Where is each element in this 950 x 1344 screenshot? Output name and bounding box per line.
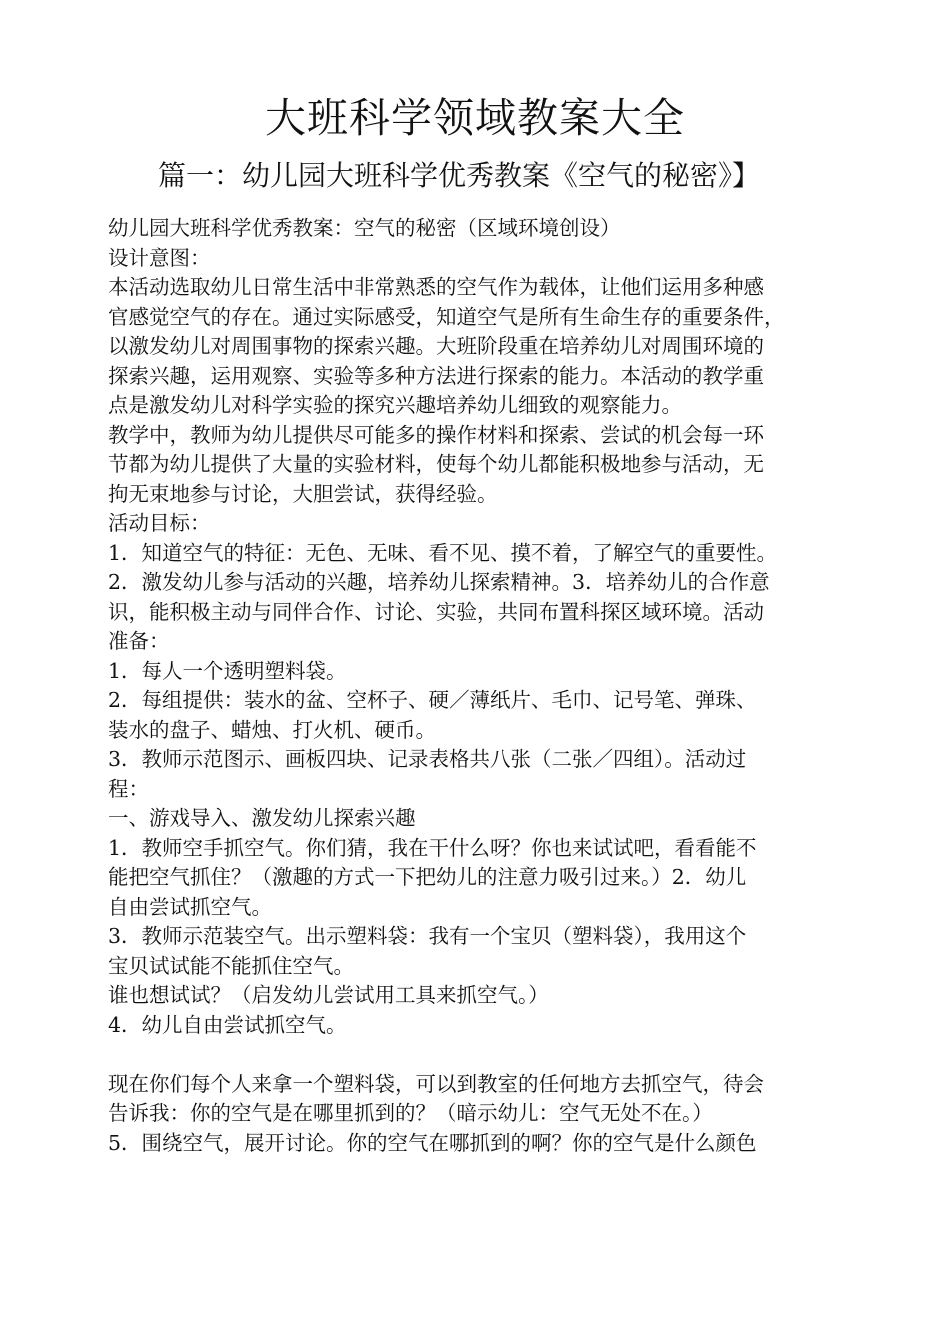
- text-line: 5．围绕空气，展开讨论。你的空气在哪抓到的啊？你的空气是什么颜色: [108, 1130, 757, 1155]
- document-subtitle: 篇一：幼儿园大班科学优秀教案《空气的秘密》】: [158, 159, 761, 192]
- text-line: 2．激发幼儿参与活动的兴趣，培养幼儿探索精神。3．培养幼儿的合作意: [108, 570, 770, 594]
- text-line: 拘无束地参与讨论，大胆尝试，获得经验。: [108, 481, 498, 506]
- text-line: 程：: [108, 776, 149, 801]
- text-line: 活动目标：: [108, 511, 211, 535]
- text-line: 2．每组提供：装水的盆、空杯子、硬／薄纸片、毛巾、记号笔、弹珠、: [108, 688, 757, 712]
- document-body: [108, 214, 868, 1158]
- text-line: 幼儿园大班科学优秀教案：空气的秘密（区域环境创设）: [108, 216, 621, 240]
- document-title: 大班科学领域教案大全: [265, 94, 685, 142]
- text-line: 教学中，教师为幼儿提供尽可能多的操作材料和探索、尝试的机会每一环: [108, 422, 764, 447]
- text-line: 4．幼儿自由尝试抓空气。: [108, 1012, 347, 1037]
- text-line: 本活动选取幼儿日常生活中非常熟悉的空气作为载体，让他们运用多种感: [108, 275, 764, 299]
- text-line: 一、游戏导入、激发幼儿探索兴趣: [108, 806, 416, 830]
- text-line: 探索兴趣，运用观察、实验等多种方法进行探索的能力。本活动的教学重: [108, 363, 764, 388]
- text-line: 识，能积极主动与同伴合作、讨论、实验，共同布置科探区域环境。活动: [108, 599, 764, 624]
- text-line: 告诉我：你的空气是在哪里抓到的？（暗示幼儿：空气无处不在。）: [108, 1101, 713, 1125]
- text-line: 能把空气抓住？（激趣的方式一下把幼儿的注意力吸引过来。）2．幼儿: [108, 865, 747, 889]
- text-line: 点是激发幼儿对科学实验的探究兴趣培养幼儿细致的观察能力。: [108, 393, 682, 417]
- paragraph-gap: [108, 1040, 868, 1070]
- text-line: 现在你们每个人来拿一个塑料袋，可以到教室的任何地方去抓空气，待会: [108, 1071, 764, 1096]
- text-line: 谁也想试试？（启发幼儿尝试用工具来抓空气。）: [108, 983, 549, 1007]
- text-line: 1．知道空气的特征：无色、无味、看不见、摸不着，了解空气的重要性。: [108, 540, 778, 565]
- text-line: 准备：: [108, 629, 170, 653]
- text-line: 官感觉空气的存在。通过实际感受，知道空气是所有生命生存的重要条件，: [108, 304, 785, 329]
- text-line: 装水的盘子、蜡烛、打火机、硬币。: [108, 717, 436, 742]
- text-line: 3．教师示范装空气。出示塑料袋：我有一个宝贝（塑料袋），我用这个: [108, 924, 747, 948]
- text-line: 以激发幼儿对周围事物的探索兴趣。大班阶段重在培养幼儿对周围环境的: [108, 334, 764, 358]
- text-line: 1．每人一个透明塑料袋。: [108, 658, 347, 683]
- text-line: 宝贝试试能不能抓住空气。: [108, 953, 354, 978]
- text-line: 节都为幼儿提供了大量的实验材料，使每个幼儿都能积极地参与活动，无: [108, 452, 764, 476]
- text-line: 3．教师示范图示、画板四块、记录表格共八张（二张／四组）。活动过: [108, 747, 747, 771]
- text-line: 设计意图：: [108, 245, 211, 270]
- text-line: 自由尝试抓空气。: [108, 894, 272, 919]
- text-line: 1．教师空手抓空气。你们猜，我在干什么呀？你也来试试吧，看看能不: [108, 835, 757, 860]
